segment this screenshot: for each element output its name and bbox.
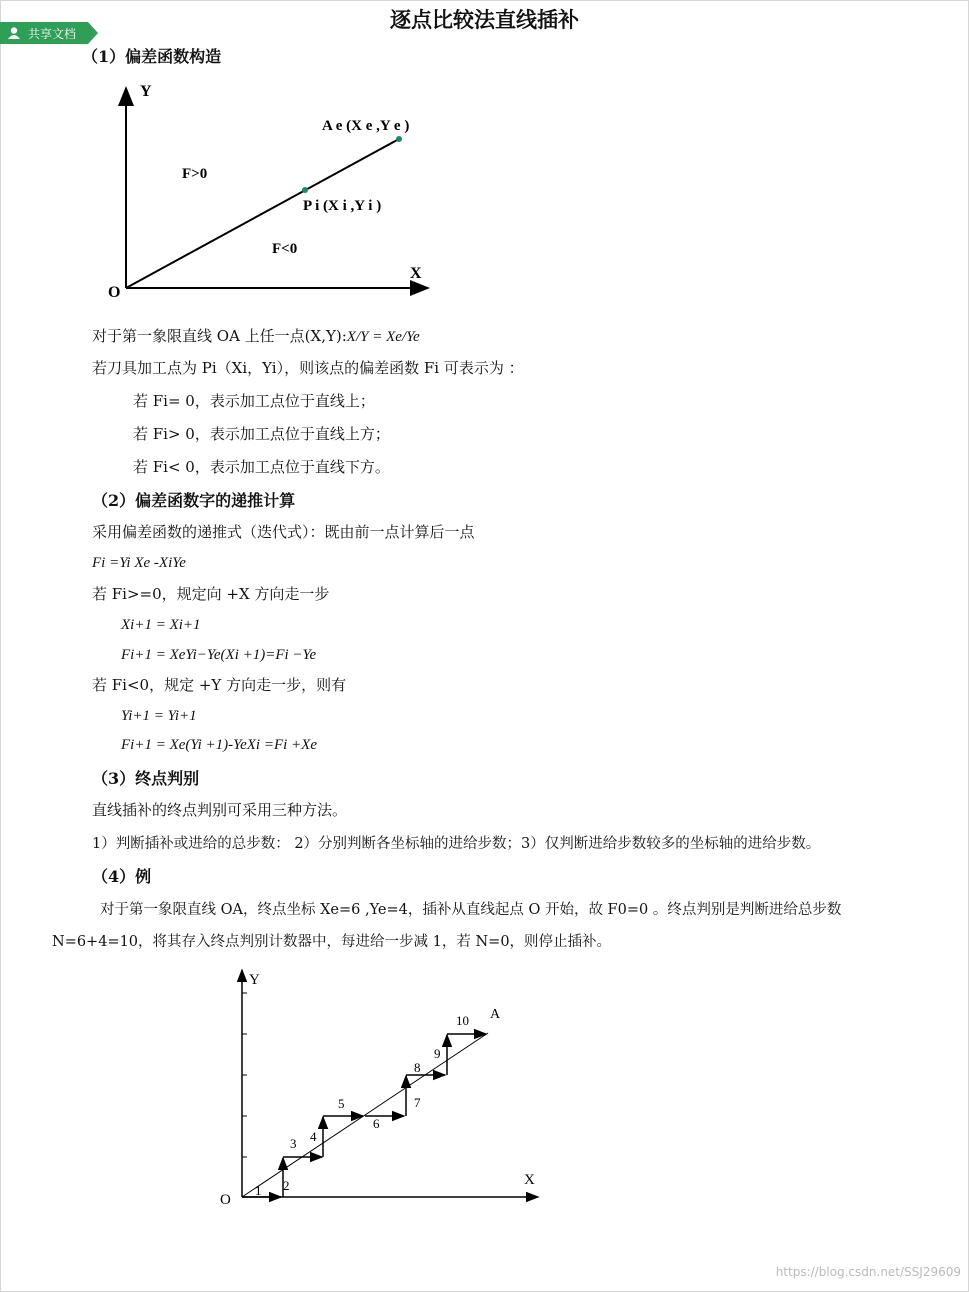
section4-heading: （4）例: [92, 867, 152, 886]
formula-fi-next-x: Fi+1 = XeYi−Ye(Xi +1)=Fi −Ye: [121, 647, 317, 663]
formula-yi-next: Yi+1 = Yi+1: [121, 708, 197, 724]
origin-label: O: [108, 284, 121, 301]
step-label-5: 5: [338, 1096, 345, 1111]
deviation-diagram: [100, 78, 440, 308]
step-label-8: 8: [414, 1060, 421, 1075]
step-label-10: 10: [456, 1013, 469, 1028]
below-region-label: F<0: [272, 241, 298, 257]
origin-label: O: [220, 1192, 231, 1208]
example-paragraph-line2: N=6+4=10，将其存入终点判别计数器中，每进给一步减 1，若 N=0，则停止插补。: [52, 934, 612, 950]
line-oa: [242, 1033, 488, 1197]
step-label-9: 9: [434, 1046, 441, 1061]
section3-heading: （3）终点判别: [92, 769, 200, 788]
point-ae: [396, 136, 402, 142]
mid-point-label: P i (X i ,Y i ): [303, 198, 382, 214]
case-fi-neg: 若 Fi<0，规定 +Y 方向走一步，则有: [92, 676, 347, 694]
end-point-label: A e (X e ,Y e ): [322, 118, 410, 134]
ratio-formula: X/Y = Xe/Ye: [346, 329, 420, 345]
formula-xi-next: Xi+1 = Xi+1: [121, 617, 201, 633]
case-zero: 若 Fi= 0，表示加工点位于直线上；: [133, 392, 375, 410]
y-axis-label: Y: [140, 83, 152, 100]
step-label-2: 2: [283, 1178, 290, 1193]
section2-heading: （2）偏差函数字的递推计算: [92, 491, 296, 510]
interpolation-steps-diagram: [205, 962, 555, 1212]
step-label-6: 6: [373, 1116, 380, 1131]
watermark: https://blog.csdn.net/SSJ29609: [775, 1265, 961, 1279]
recursion-intro: 采用偏差函数的递推式（迭代式）：既由前一点计算后一点: [92, 523, 475, 541]
case-negative: 若 Fi< 0，表示加工点位于直线下方。: [133, 458, 390, 476]
formula-fi-next-y: Fi+1 = Xe(Yi +1)-YeXi =Fi +Xe: [121, 737, 317, 753]
y-axis-label: Y: [249, 972, 260, 988]
above-region-label: F>0: [182, 166, 208, 182]
any-point-text: 对于第一象限直线 OA 上任一点(X,Y):: [92, 327, 347, 345]
text-tool-point: 若刀具加工点为 Pi（Xi，Yi），则该点的偏差函数 Fi 可表示为 ：: [92, 359, 524, 377]
case-positive: 若 Fi> 0，表示加工点位于直线上方；: [133, 425, 390, 443]
x-axis-label: X: [524, 1172, 535, 1188]
x-axis-label: X: [410, 265, 422, 282]
text-line-any-point: [92, 325, 420, 346]
case-fi-nonneg: 若 Fi>=0，规定向 +X 方向走一步: [92, 585, 330, 603]
step-label-7: 7: [414, 1095, 421, 1110]
step-label-4: 4: [310, 1129, 317, 1144]
page-title: 逐点比较法直线插补: [390, 7, 579, 32]
section1-heading: （1）偏差函数构造: [82, 47, 222, 66]
example-paragraph-line1: 对于第一象限直线 OA，终点坐标 Xe=6 ,Ye=4，插补从直线起点 O 开始，故 F0=0 。终点判别是判断进给总步数: [100, 902, 842, 918]
formula-fi: Fi =Yi Xe -XiYe: [92, 555, 186, 571]
step-label-1: 1: [255, 1183, 262, 1198]
step-label-3: 3: [290, 1136, 297, 1151]
badge-label: 共享文档: [28, 27, 77, 41]
endpoint-methods-list: 1）判断插补或进给的总步数： 2）分别判断各坐标轴的进给步数；3）仅判断进给步数较多的坐标轴的进给步数。: [92, 836, 821, 852]
endpoint-methods-intro: 直线插补的终点判别可采用三种方法。: [92, 801, 348, 819]
end-point-label: A: [490, 1007, 501, 1022]
point-pi: [302, 187, 308, 193]
